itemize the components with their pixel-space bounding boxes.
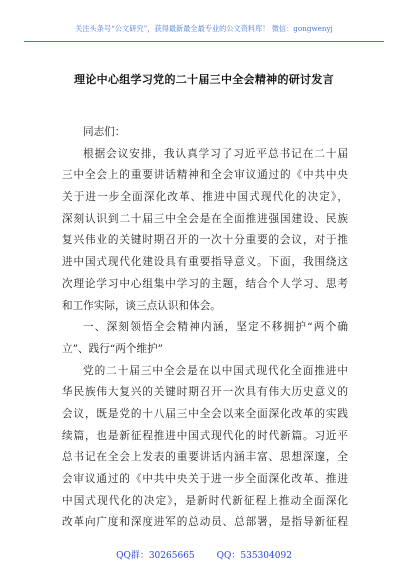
header-divider	[24, 41, 384, 42]
paragraph-line: 次理论学习中心组集中学习的主题，结合个人学习、思考	[62, 277, 348, 290]
document-body	[62, 122, 348, 534]
paragraph-line: 根据会议安排，我认真学习了习近平总书记在二十届	[83, 147, 348, 160]
footer-qq-contact: QQ：535304092	[216, 551, 292, 561]
page-header	[0, 0, 408, 50]
paragraph-line: 党的二十届三中全会是在以中国式现代化全面推进中	[83, 364, 348, 377]
document-title: 理论中心组学习党的二十届三中全会精神的研讨发言	[74, 73, 334, 86]
paragraph-line: 关于进一步全面深化改革、推进中国式现代化的决定》，	[62, 191, 348, 204]
paragraph-line: 会审议通过的《中共中央关于进一步全面深化改革、推进	[62, 473, 348, 485]
paragraph-line: 续篇，也是新征程推进中国式现代化的时代新篇。习近平	[62, 429, 348, 442]
paragraph-line: 三中全会上的重要讲话精神和全会审议通过的《中共中央	[62, 169, 348, 182]
paragraph-line: 复兴伟业的关键时期召开的一次十分重要的会议，对于推	[62, 234, 348, 247]
paragraph-line: 改革向广度和深度进军的总动员、总部署，是指导新征程	[62, 516, 348, 529]
section-heading-line: 一、深刻领悟全会精神内涵，坚定不移拥护“两个确	[83, 321, 348, 334]
footer-qq-group: QQ群：30265665	[116, 551, 195, 561]
paragraph-line: 会议，既是党的十八届三中全会以来全面深化改革的实践	[62, 407, 348, 420]
page-footer	[0, 548, 408, 561]
paragraph-line: 总书记在全会上发表的重要讲话内涵丰富、思想深邃，全	[62, 451, 348, 464]
paragraph-line: 进中国式现代化建设具有重要指导意义。下面，我围绕这	[62, 256, 348, 269]
salutation: 同志们：	[83, 126, 126, 138]
paragraph-line: 华民族伟大复兴的关键时期召开一次具有伟大历史意义的	[62, 386, 348, 399]
paragraph-line: 中国式现代化的决定》，是新时代新征程上推动全面深化	[62, 494, 348, 507]
header-promo-text: 关注头条号“公文研究”，获得最新最全最专业的公文资料库！ 微信：gongwenyj	[75, 24, 333, 33]
section-heading-line: 立”、践行“两个维护”	[62, 342, 163, 355]
paragraph-line: 和工作实际，谈三点认识和体会。	[62, 299, 221, 312]
paragraph-line: 深刻认识到二十届三中全会是在全面推进强国建设、民族	[62, 212, 348, 225]
